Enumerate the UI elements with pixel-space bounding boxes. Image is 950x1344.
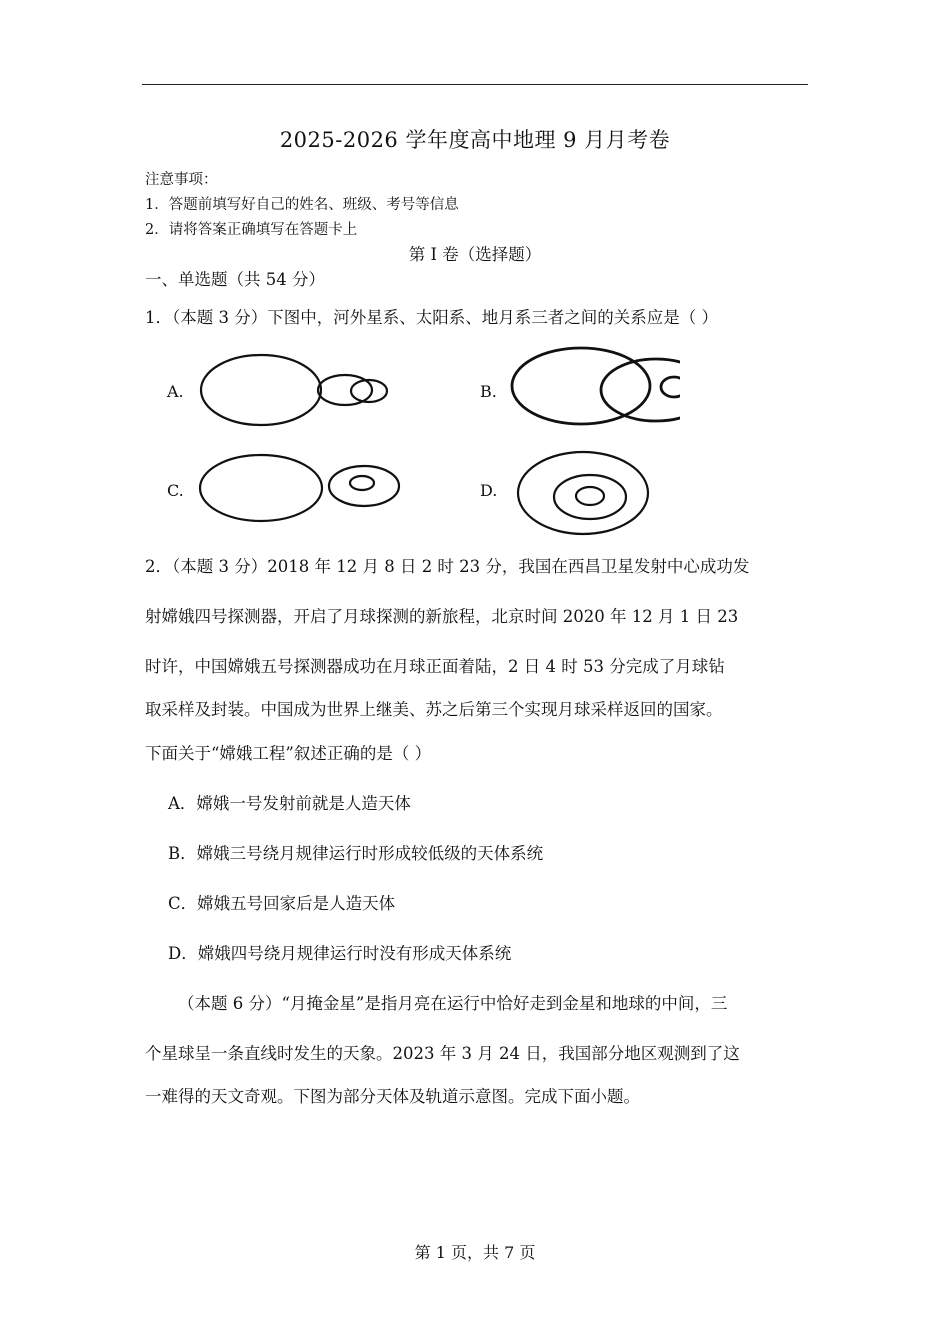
notice-item: 1．答题前填写好自己的姓名、班级、考号等信息 [145,197,459,213]
question-1-figure [160,340,680,540]
section-title: 第 I 卷（选择题） [408,245,542,264]
question-2-option-d: D．嫦娥四号绕月规律运行时没有形成天体系统 [168,944,512,963]
question-2-line: 下面关于“嫦娥工程”叙述正确的是（ ） [145,744,432,763]
question-2-line: 2．（本题 3 分）2018 年 12 月 8 日 2 时 23 分，我国在西昌卫星发射中心成功发 [145,557,750,576]
page-footer: 第 1 页，共 7 页 [414,1243,536,1262]
question-1-stem: 1．（本题 3 分）下图中，河外星系、太阳系、地月系三者之间的关系应是（ ） [145,308,718,327]
question-2-option-c: C．嫦娥五号回家后是人造天体 [168,894,396,913]
question-2-line: 射嫦娥四号探测器，开启了月球探测的新旅程，北京时间 2020 年 12 月 1 日 23 [145,607,739,626]
medium-ellipse [554,475,626,519]
option-c-label: C. [167,481,184,500]
option-a-diagram [166,355,387,425]
option-a-label: A. [167,382,184,401]
large-ellipse [512,348,650,424]
small-ellipse [576,487,604,505]
small-ellipse [350,476,374,490]
header-rule [142,84,808,85]
option-c-diagram [167,455,399,521]
question-2-line: 时许，中国嫦娥五号探测器成功在月球正面着陆，2 日 4 时 53 分完成了月球钻 [145,657,725,676]
large-ellipse [200,455,322,521]
option-d-label: D. [480,481,498,500]
question-2-option-a: A．嫦娥一号发射前就是人造天体 [168,794,411,813]
page-title: 2025-2026 学年度高中地理 9 月月考卷 [279,128,671,152]
large-ellipse [518,452,648,534]
part-title: 一、单选题（共 54 分） [145,270,325,289]
small-ellipse [661,377,680,397]
notice-heading: 注意事项： [145,172,218,188]
question-2-line: 取采样及封装。中国成为世界上继美、苏之后第三个实现月球采样返回的国家。 [145,700,723,719]
passage-line: 一难得的天文奇观。下图为部分天体及轨道示意图。完成下面小题。 [145,1087,640,1106]
option-b-diagram [480,348,680,424]
passage-line: 个星球呈一条直线时发生的天象。2023 年 3 月 24 日，我国部分地区观测到了这 [145,1044,740,1063]
passage-line: （本题 6 分）“月掩金星”是指月亮在运行中恰好走到金星和地球的中间，三 [178,994,728,1013]
option-d-diagram [480,452,648,534]
medium-ellipse [329,466,399,506]
notice-item: 2．请将答案正确填写在答题卡上 [145,222,358,238]
question-2-option-b: B．嫦娥三号绕月规律运行时形成较低级的天体系统 [168,844,544,863]
large-ellipse [201,355,321,425]
option-b-label: B. [480,382,497,401]
